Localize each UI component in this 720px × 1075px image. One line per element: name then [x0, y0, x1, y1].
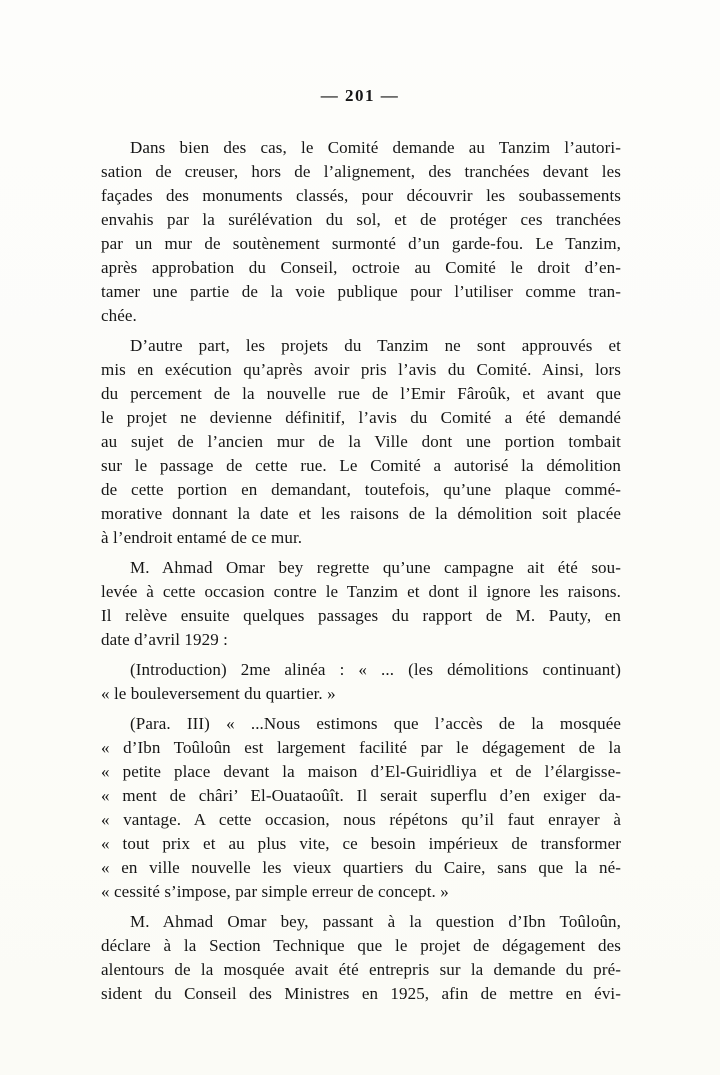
- text-line: (Para. III) « ...Nous estimons que l’accès de la mosquée: [130, 714, 621, 733]
- text-line: au sujet de l’ancien mur de la Ville dont une portion tombait: [101, 432, 621, 451]
- page-number: — 201 —: [320, 86, 400, 105]
- paragraph-4-quote: [101, 658, 621, 706]
- text-line: Il relève ensuite quelques passages du rapport de M. Pauty, en: [101, 606, 621, 625]
- text-line: tamer une partie de la voie publique pour l’utiliser comme tran-: [101, 282, 621, 301]
- text-line: alentours de la mosquée avait été entrepris sur la demande du pré-: [101, 960, 621, 979]
- text-line: « en ville nouvelle les vieux quartiers du Caire, sans que la né-: [101, 858, 621, 877]
- text-line: chée.: [101, 306, 137, 325]
- text-line: M. Ahmad Omar bey, passant à la question d’Ibn Toûloûn,: [130, 912, 621, 931]
- text-line: « cessité s’impose, par simple erreur de concept. »: [101, 882, 449, 901]
- text-line: levée à cette occasion contre le Tanzim et dont il ignore les raisons.: [101, 582, 621, 601]
- text-line: du percement de la nouvelle rue de l’Emir Fâroûk, et avant que: [101, 384, 621, 403]
- text-line: sident du Conseil des Ministres en 1925, afin de mettre en évi-: [101, 984, 621, 1003]
- text-line: le projet ne devienne définitif, l’avis du Comité a été demandé: [101, 408, 621, 427]
- text-line: « le bouleversement du quartier. »: [101, 684, 336, 703]
- text-line: envahis par la surélévation du sol, et de protéger ces tranchées: [101, 210, 621, 229]
- paragraph-5-quote: [101, 712, 621, 904]
- paragraph-2: [101, 334, 621, 550]
- text-line: par un mur de soutènement surmonté d’un garde-fou. Le Tanzim,: [101, 234, 621, 253]
- text-line: façades des monuments classés, pour découvrir les soubassements: [101, 186, 621, 205]
- text-line: (Introduction) 2me alinéa : « ... (les démolitions continuant): [130, 660, 621, 679]
- text-line: déclare à la Section Technique que le projet de dégagement des: [101, 936, 621, 955]
- paragraph-3: [101, 556, 621, 652]
- paragraph-1: [101, 136, 621, 328]
- text-line: sation de creuser, hors de l’alignement, des tranchées devant les: [101, 162, 621, 181]
- text-line: D’autre part, les projets du Tanzim ne sont approuvés et: [130, 336, 621, 355]
- text-line: après approbation du Conseil, octroie au Comité le droit d’en-: [101, 258, 621, 277]
- text-line: date d’avril 1929 :: [101, 630, 229, 649]
- text-line: morative donnant la date et les raisons de la démolition soit placée: [101, 504, 621, 523]
- text-line: mis en exécution qu’après avoir pris l’avis du Comité. Ainsi, lors: [101, 360, 621, 379]
- text-line: M. Ahmad Omar bey regrette qu’une campagne ait été sou-: [130, 558, 621, 577]
- paragraph-6: [101, 910, 621, 1006]
- text-line: « petite place devant la maison d’El-Guiridliya et de l’élargisse-: [101, 762, 621, 781]
- page-body: [101, 136, 621, 1006]
- text-line: « d’Ibn Toûloûn est largement facilité par le dégagement de la: [101, 738, 621, 757]
- text-line: sur le passage de cette rue. Le Comité a autorisé la démolition: [101, 456, 621, 475]
- text-line: « ment de châri’ El-Ouataoûît. Il serait superflu d’en exiger da-: [101, 786, 621, 805]
- text-line: Dans bien des cas, le Comité demande au Tanzim l’autori-: [130, 138, 621, 157]
- text-line: de cette portion en demandant, toutefois, qu’une plaque commé-: [101, 480, 621, 499]
- text-line: « vantage. A cette occasion, nous répétons qu’il faut enrayer à: [101, 810, 621, 829]
- text-line: à l’endroit entamé de ce mur.: [101, 528, 303, 547]
- text-line: « tout prix et au plus vite, ce besoin impérieux de transformer: [101, 834, 621, 853]
